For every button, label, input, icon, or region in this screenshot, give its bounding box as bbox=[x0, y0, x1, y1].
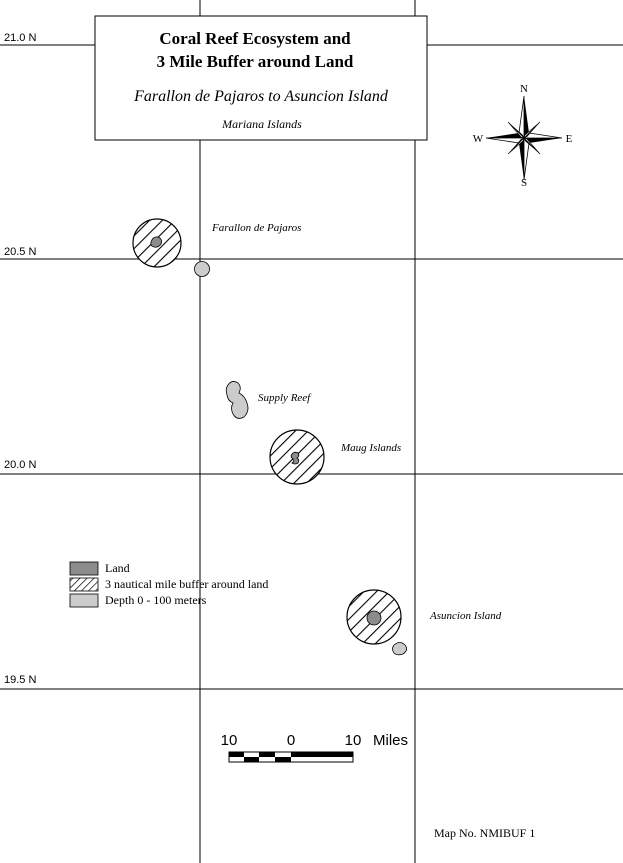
place-label-supply-reef: Supply Reef bbox=[258, 392, 311, 404]
compass-rose-icon bbox=[486, 96, 562, 180]
legend bbox=[70, 561, 268, 607]
map-region: Mariana Islands bbox=[222, 117, 302, 131]
scale-label-zero: 0 bbox=[286, 732, 296, 749]
legend-swatch-land bbox=[70, 562, 98, 575]
scale-bar bbox=[221, 732, 408, 762]
farallon-de-pajaros-feature[interactable] bbox=[133, 219, 181, 267]
supply-reef-feature[interactable] bbox=[226, 381, 248, 418]
map-number: Map No. NMIBUF 1 bbox=[434, 826, 536, 840]
latitude-label-21-0: 21.0 N bbox=[4, 32, 37, 44]
legend-label-depth: Depth 0 - 100 meters bbox=[105, 593, 207, 607]
legend-swatch-buffer bbox=[70, 578, 98, 591]
map-title-line1: Coral Reef Ecosystem and bbox=[159, 29, 351, 48]
legend-swatch-depth bbox=[70, 594, 98, 607]
place-label-maug: Maug Islands bbox=[341, 442, 402, 454]
maug-islands-feature[interactable] bbox=[270, 430, 324, 484]
latitude-label-20-5: 20.5 N bbox=[4, 246, 37, 258]
depth-shoal-near-asuncion bbox=[393, 643, 407, 655]
compass-south-label: S bbox=[520, 177, 528, 189]
scale-label-left: 10 bbox=[220, 732, 238, 749]
place-label-farallon: Farallon de Pajaros bbox=[212, 222, 302, 234]
latitude-label-19-5: 19.5 N bbox=[4, 674, 37, 686]
scale-label-right: 10 bbox=[344, 732, 362, 749]
latitude-label-20-0: 20.0 N bbox=[4, 459, 37, 471]
scale-unit-label: Miles bbox=[373, 732, 409, 749]
compass-east-label: E bbox=[565, 133, 573, 145]
legend-label-land: Land bbox=[105, 561, 130, 575]
map-subtitle: Farallon de Pajaros to Asuncion Island bbox=[134, 88, 388, 105]
place-label-asuncion: Asuncion Island bbox=[430, 610, 502, 622]
asuncion-island-feature[interactable] bbox=[347, 590, 401, 644]
legend-label-buffer: 3 nautical mile buffer around land bbox=[105, 577, 269, 591]
compass-west-label: W bbox=[472, 133, 484, 145]
map-title-line2: 3 Mile Buffer around Land bbox=[156, 52, 354, 71]
compass-north-label: N bbox=[520, 83, 528, 95]
depth-shoal-near-farallon bbox=[195, 262, 210, 277]
title-box bbox=[95, 16, 427, 140]
